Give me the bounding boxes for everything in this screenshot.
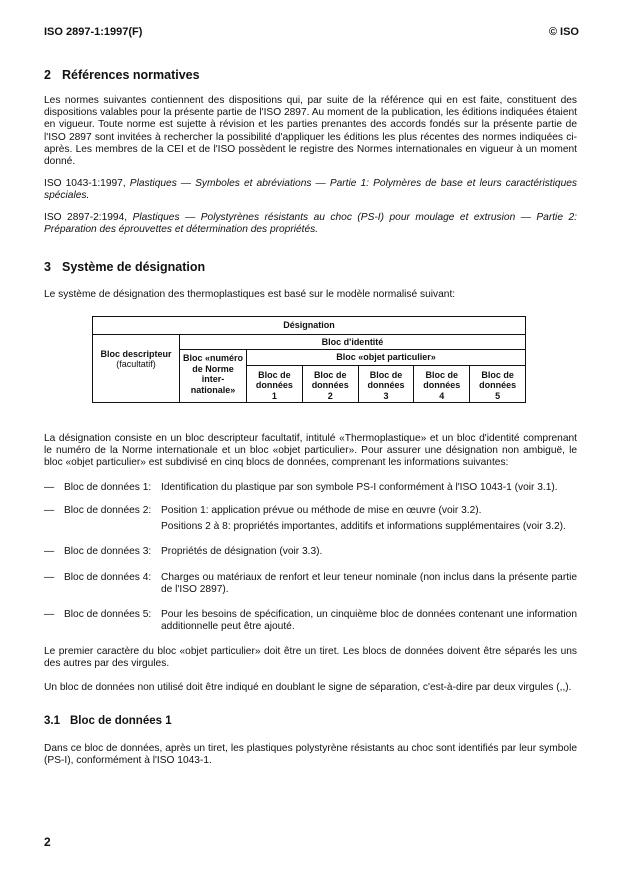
section-2-heading	[44, 68, 577, 82]
list-item-text: Propriétés de désignation (voir 3.3).	[161, 546, 323, 557]
reference-title-b: — Polystyrènes résistants au choc (PS-I) pour moulage et extrusion — Partie 2: Préparation des éprouvettes et détermination des propriétés.	[44, 212, 577, 236]
designation-header: Désignation	[93, 317, 526, 335]
section-number: 2	[44, 68, 51, 82]
section-title: Système de désignation	[62, 260, 206, 274]
section-3-1-heading	[44, 715, 577, 727]
descriptor-block-label: Bloc descripteur	[100, 348, 172, 359]
data-block-1: Bloc de données 1	[247, 365, 303, 403]
normative-reference-1	[44, 178, 577, 202]
data-block-5: Bloc de données 5	[470, 365, 526, 403]
section-title: Bloc de données 1	[70, 715, 172, 727]
section-2-intro: Les normes suivantes contiennent des dispositions qui, par suite de la référence qui en est faite, constituent des dispositions valables pour la présente partie de l'ISO 2897. Au moment de la publication, les éditions indiquées étaient en vigueur. Toute norme est sujette à révision et les parties prenantes des accords fondés sur la présente partie de l'ISO 2897 sont invitées à rechercher la possibilité d'appliquer les éditions les plus récentes des normes indiquées ci-après. Les membres de la CEI et de l'ISO possèdent le registre des Normes internationales en vigueur à un moment donné.	[44, 95, 577, 168]
list-item-text-2: Positions 2 à 8: propriétés importantes, additifs et informations supplémentaires (voir 3.2).	[161, 521, 566, 532]
specific-block-header: Bloc «objet particulier»	[247, 350, 526, 366]
reference-title-a: Plastiques	[132, 212, 180, 223]
data-block-2: Bloc de données 2	[302, 365, 358, 403]
reference-title: Plastiques — Symboles et abréviations — Partie 1: Polymères de base et leurs caractéristiques spéciales.	[44, 178, 577, 202]
list-item-label: Bloc de données 4:	[64, 572, 152, 583]
list-item-label: Bloc de données 3:	[64, 546, 152, 557]
data-block-3: Bloc de données 3	[358, 365, 414, 403]
optional-label: (facultatif)	[116, 359, 156, 369]
descriptor-block-cell	[93, 334, 180, 403]
list-item-label: Bloc de données 5:	[64, 609, 152, 620]
reference-code: ISO 1043-1:1997,	[44, 178, 126, 189]
data-block-4: Bloc de données 4	[414, 365, 470, 403]
standard-number-block: Bloc «numéro de Norme inter- nationale»	[180, 350, 247, 403]
list-item-text: Charges ou matériaux de renfort et leur teneur nominale (non inclus dans la présente partie de l'ISO 2897).	[161, 572, 577, 596]
normative-reference-2	[44, 212, 577, 236]
section-title: Références normatives	[62, 68, 200, 82]
document-id: ISO 2897-1:1997(F)	[44, 26, 143, 38]
section-3-para-3: Un bloc de données non utilisé doit être indiqué en doublant le signe de séparation, c'est-à-dire par deux virgules (,,).	[44, 682, 572, 693]
reference-code: ISO 2897-2:1994,	[44, 212, 128, 223]
identity-block-header: Bloc d'identité	[180, 334, 526, 350]
section-number: 3	[44, 260, 51, 274]
section-3-heading	[44, 260, 577, 274]
designation-table	[92, 316, 526, 403]
section-3-1-text: Dans ce bloc de données, après un tiret, les plastiques polystyrène résistants au choc sont identifiés par leur symbole (PS-I), conformément à l'ISO 1043-1.	[44, 743, 577, 767]
section-3-para-1: La désignation consiste en un bloc descripteur facultatif, intitulé «Thermoplastique» et un bloc d'identité comprenant le numéro de la Norme internationale et un bloc «objet particulier». Pour assurer une désignation non ambiguë, le bloc «objet particulier» est subdivisé en cinq blocs de données, comprenant les informations suivantes:	[44, 433, 577, 469]
section-number: 3.1	[44, 715, 60, 727]
section-3-intro: Le système de désignation des thermoplastiques est basé sur le modèle normalisé suivant:	[44, 289, 456, 300]
section-3-para-2: Le premier caractère du bloc «objet particulier» doit être un tiret. Les blocs de données doivent être séparés les uns des autres par des virgules.	[44, 646, 577, 670]
list-item-text: Position 1: application prévue ou méthode de mise en œuvre (voir 3.2).	[161, 505, 482, 516]
list-item-label: Bloc de données 1:	[64, 482, 152, 493]
copyright-mark: © ISO	[548, 26, 579, 38]
list-item-text: Identification du plastique par son symbole PS-I conformément à l'ISO 1043-1 (voir 3.1).	[161, 482, 558, 493]
list-item-label: Bloc de données 2:	[64, 505, 152, 516]
document-page: ISO 2897-1:1997(F) © ISO 2 Références normatives Les normes suivantes contiennent des dispositions qui, par suite de la référence qui en est faite, constituent des dispositions valables pour la présente partie de l'ISO 2897. Au moment de la publication, les éditions indiquées étaient en vigueur. Toute norme est sujette à révision et les parties prenantes des accords fondés sur la présente partie de l'ISO 2897 sont invitées à rechercher la possibilité d'appliquer les éditions les plus récentes des normes indiquées ci-après. Les membres de la CEI et de l'ISO possèdent le registre des Normes internationales en vigueur à un moment donné. ISO 1043-1:1997, Plastiques — Symboles et abréviations — Partie 1: Polymères de base et leurs caractéristiques spéciales. ISO 2897-2:1994, Plastiques — Polystyrènes résistants au choc (PS-I) pour moulage et extrusion — Partie 2: Préparation des éprouvettes et détermination des propriétés. 3 Système de désignation Le système de désignation des thermoplastiques est basé sur le modèle normalisé suivant: Désignation Bloc descripteur (facultatif) Bloc d'identité Bloc «numéro de Norme inter- nationale» Bloc «objet particulier» Bloc de données 1 Bloc de données 2 Bloc de données 3 Bloc de données 4 Bloc de données 5 La désignation consiste en un bloc descripteur facultatif, intitulé «Thermoplastique» et un bloc d'identité comprenant le numéro de la Norme internationale et un bloc «objet particulier». Pour assurer une désignation non ambiguë, le bloc «objet particulier» est subdivisé en cinq blocs de données, comprenant les informations suivantes: — Bloc de données 1: Identification du plastique par son symbole PS-I conformément à l'ISO 1043-1 (voir 3.1). — Bloc de données 2: Position 1: application prévue ou méthode de mise en œuvre (voir 3.2). Positions 2 à 8: propriétés importantes, additifs et informations supplémentaires (voir 3.2). — Bloc de données 3: Propriétés de désignation (voir 3.3). — Bloc de données 4: Charges ou matériaux de renfort et leur teneur nominale (non inclus dans la présente partie de l'ISO 2897). — Bloc de données 5: Pour les besoins de spécification, un cinquième bloc de données contenant une information additionnelle peut être ajouté. Le premier caractère du bloc «objet particulier» doit être un tiret. Les blocs de données doivent être séparés les uns des autres par des virgules. Un bloc de données non utilisé doit être indiqué en doublant le signe de séparation, c'est-à-dire par deux virgules (,,). 3.1 Bloc de données 1 Dans ce bloc de données, après un tiret, les plastiques polystyrène résistants au choc sont identifiés par leur symbole (PS-I), conformément à l'ISO 1043-1. 2	[44, 26, 579, 849]
page-number: 2	[44, 835, 51, 849]
list-item-text: Pour les besoins de spécification, un cinquième bloc de données contenant une information additionnelle peut être ajouté.	[161, 609, 577, 633]
